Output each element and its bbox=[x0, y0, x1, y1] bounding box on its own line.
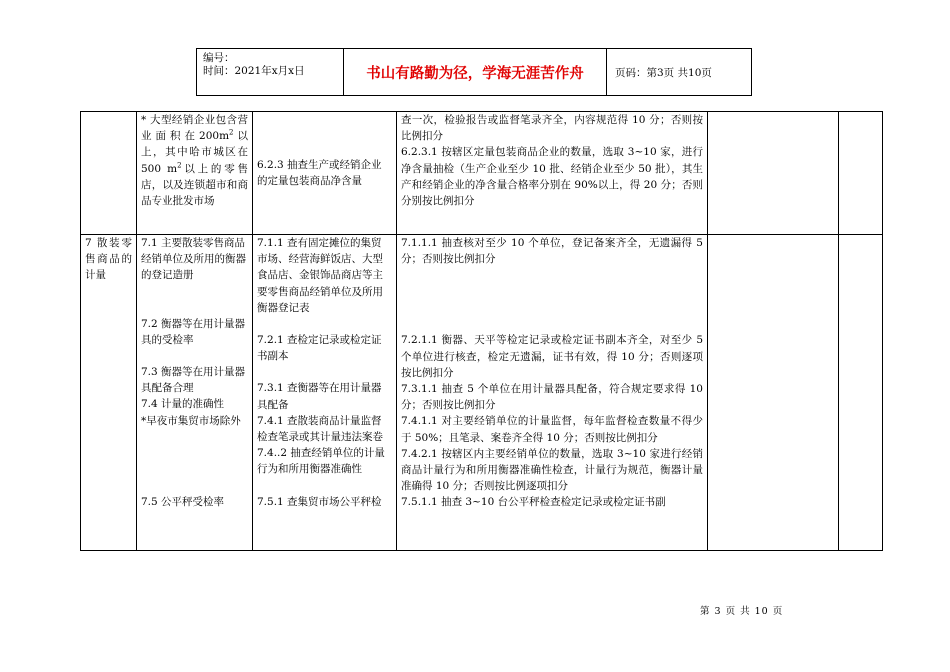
page-footer: 第 3 页 共 10 页 bbox=[700, 606, 784, 617]
method-cell: 7.1.1 查有固定摊位的集贸市场、经营海鲜饭店、大型食品店、金银饰品商店等主要零售商品经销单位及所用衡器登记表 7.2.1 查检定记录或检定证书副本 7.3.1 查衡器等在用计量器具配备 7.4.1 查散装商品计量监督检查笔录或其计量违法案卷 7.4..2 抽查经销单位的计量行为和所用衡器准确性 7.5.1 查集贸市场公平秤检 bbox=[253, 235, 397, 551]
score-cell bbox=[708, 235, 839, 551]
scope-cell: * 大型经销企业包含营业面积在$200m^2$以上，其中哈市城区在500 $m^2$以上的零售店，以及连锁超市和商品专业批发市场 bbox=[137, 112, 253, 235]
header-meta bbox=[197, 49, 344, 96]
document-header bbox=[196, 48, 752, 96]
header-motto: 书山有路勤为径，学海无涯苦作舟 bbox=[344, 49, 607, 96]
time-label: 时间：2021年x月x日 bbox=[203, 65, 305, 77]
assessment-table bbox=[80, 111, 883, 551]
criteria-cell: 查一次，检验报告或监督笔录齐全，内容规范得 10 分；否则按比例扣分 6.2.3.1 按辖区定量包装商品企业的数量，选取 3~10 家，进行净含量抽检（生产企业至少 10 批、经销企业至少 50 批），其生产和经销企业的净含量合格率分别在 90%以上，得 20 分；否则分别按比例扣分 bbox=[397, 112, 708, 235]
scope-cell: 7.1 主要散装零售商品经销单位及所用的衡器的登记造册 7.2 衡器等在用计量器具的受检率 7.3 衡器等在用计量器具配备合理 7.4 计量的准确性 *早夜市集贸市场除外 7.5 公平秤受检率 bbox=[137, 235, 253, 551]
remark-cell bbox=[839, 235, 883, 551]
table-row bbox=[81, 112, 883, 235]
criteria-cell: 7.1.1.1 抽查核对至少 10 个单位，登记备案齐全，无遗漏得 5 分；否则按比例扣分 7.2.1.1 衡器、天平等检定记录或检定证书副本齐全，对至少 5 个单位进行核查，检定无遗漏，证书有效，得 10 分；否则逐项按比例扣分 7.3.1.1 抽查 5 个单位在用计量器具配备，符合规定要求得 10 分；否则按比例扣分 7.4.1.1 对主要经销单位的计量监督，每年监督检查数量不得少于 50%；且笔录、案卷齐全得 10 分；否则按比例扣分 7.4.2.1 按辖区内主要经销单位的数量，选取 3~10 家进行经销商品计量行为和所用衡器准确性检查，计量行为规范，衡器计量准确得 10 分；否则按比例逐项扣分 7.5.1.1 抽查 3~10 台公平秤检查检定记录或检定证书副 bbox=[397, 235, 708, 551]
number-label: 编号： bbox=[203, 52, 235, 64]
remark-cell bbox=[839, 112, 883, 235]
table-row bbox=[81, 235, 883, 551]
method-cell: 6.2.3 抽查生产或经销企业的定量包装商品净含量 bbox=[253, 112, 397, 235]
score-cell bbox=[708, 112, 839, 235]
category-cell: 7 散装零售商品的计量 bbox=[81, 235, 137, 551]
header-page-number: 页码：第3页 共10页 bbox=[607, 49, 752, 96]
category-cell bbox=[81, 112, 137, 235]
